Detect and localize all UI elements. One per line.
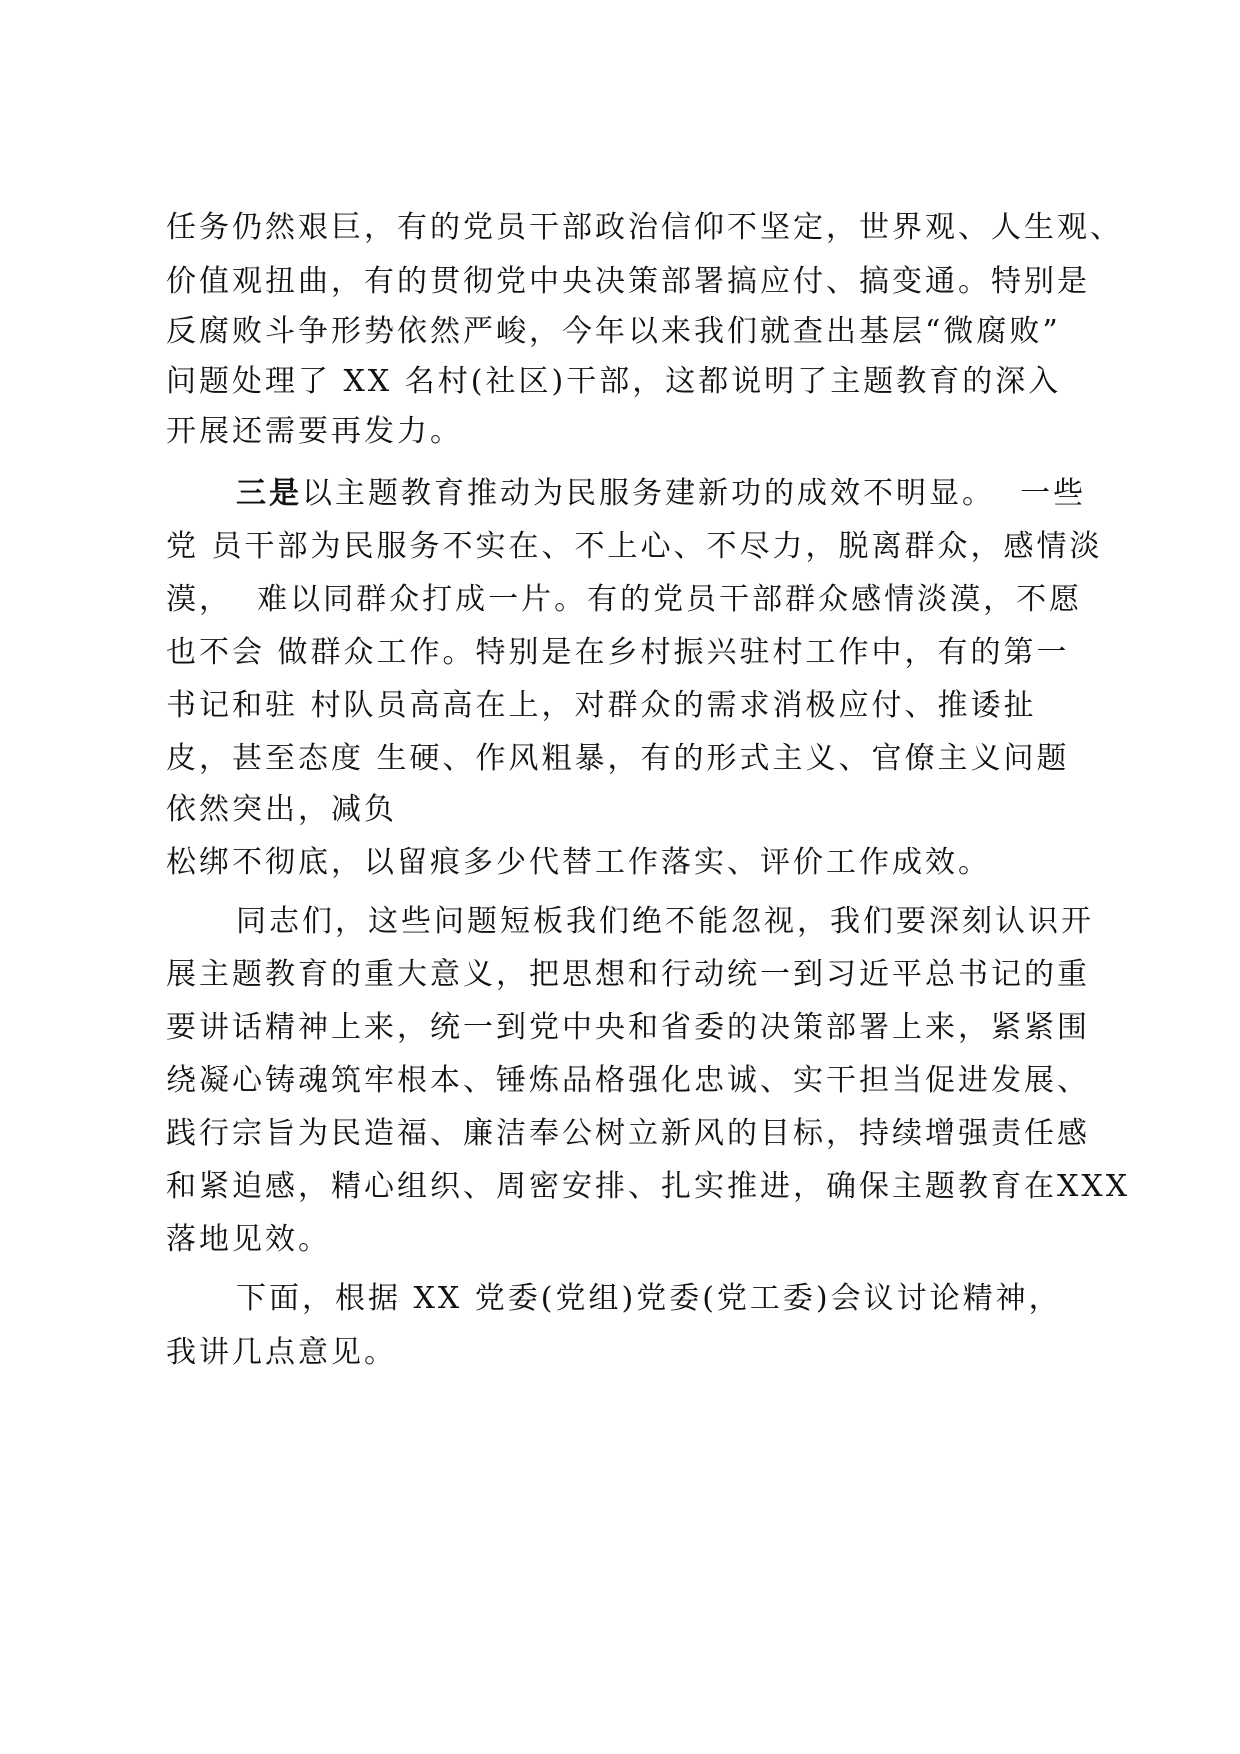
paragraph-4-line-1: 下面，根据 XX 党委(党组)党委(党工委)会议讨论精神， — [236, 1281, 1062, 1316]
paragraph-2-line-1-text: 以主题教育推动为民服务建新功的成效不明显。 一些 — [302, 476, 1087, 511]
paragraph-1-line-4: 问题处理了 XX 名村(社区)干部，这都说明了主题教育的深入 — [166, 364, 1062, 399]
paragraph-2-line-1 — [236, 474, 1086, 514]
paragraph-1-line-2: 价值观扭曲，有的贯彻党中央决策部署搞应付、搞变通。特别是 — [166, 264, 1090, 299]
paragraph-2-line-5: 书记和驻 村队员高高在上，对群众的需求消极应付、推诿扯 — [166, 688, 1037, 723]
paragraph-2-lead: 三是 — [236, 476, 302, 511]
paragraph-2-line-2: 党 员干部为民服务不实在、不上心、不尽力，脱离群众，感情淡 — [166, 529, 1103, 564]
paragraph-3-line-4: 绕凝心铸魂筑牢根本、锤炼品格强化忠诚、实干担当促进发展、 — [166, 1063, 1090, 1098]
paragraph-2-line-3: 漠， 难以同群众打成一片。有的党员干部群众感情淡漠，不愿 — [166, 582, 1083, 617]
paragraph-3-line-5: 践行宗旨为民造福、廉洁奉公树立新风的目标，持续增强责任感 — [166, 1116, 1090, 1151]
paragraph-3-line-6: 和紧迫感，精心组织、周密安排、扎实推进，确保主题教育在XXX — [166, 1169, 1131, 1204]
paragraph-2-line-6: 皮，甚至态度 生硬、作风粗暴，有的形式主义、官僚主义问题 — [166, 741, 1070, 776]
paragraph-1-line-3: 反腐败斗争形势依然严峻，今年以来我们就查出基层“微腐败” — [166, 314, 1061, 349]
paragraph-3-line-2: 展主题教育的重大意义，把思想和行动统一到习近平总书记的重 — [166, 957, 1090, 992]
paragraph-1-line-5: 开展还需要再发力。 — [166, 414, 463, 449]
paragraph-2-line-7: 依然突出，减负 — [166, 792, 397, 827]
paragraph-4-line-2: 我讲几点意见。 — [166, 1335, 397, 1370]
paragraph-3-line-3: 要讲话精神上来，统一到党中央和省委的决策部署上来，紧紧围 — [166, 1010, 1090, 1045]
paragraph-3-line-1: 同志们，这些问题短板我们绝不能忽视，我们要深刻认识开 — [236, 904, 1094, 939]
paragraph-3-line-7: 落地见效。 — [166, 1222, 331, 1257]
paragraph-2-line-4: 也不会 做群众工作。特别是在乡村振兴驻村工作中，有的第一 — [166, 635, 1070, 670]
paragraph-1-line-1: 任务仍然艰巨，有的党员干部政治信仰不坚定，世界观、人生观、 — [166, 210, 1123, 245]
paragraph-2-line-8: 松绑不彻底，以留痕多少代替工作落实、评价工作成效。 — [166, 845, 991, 880]
